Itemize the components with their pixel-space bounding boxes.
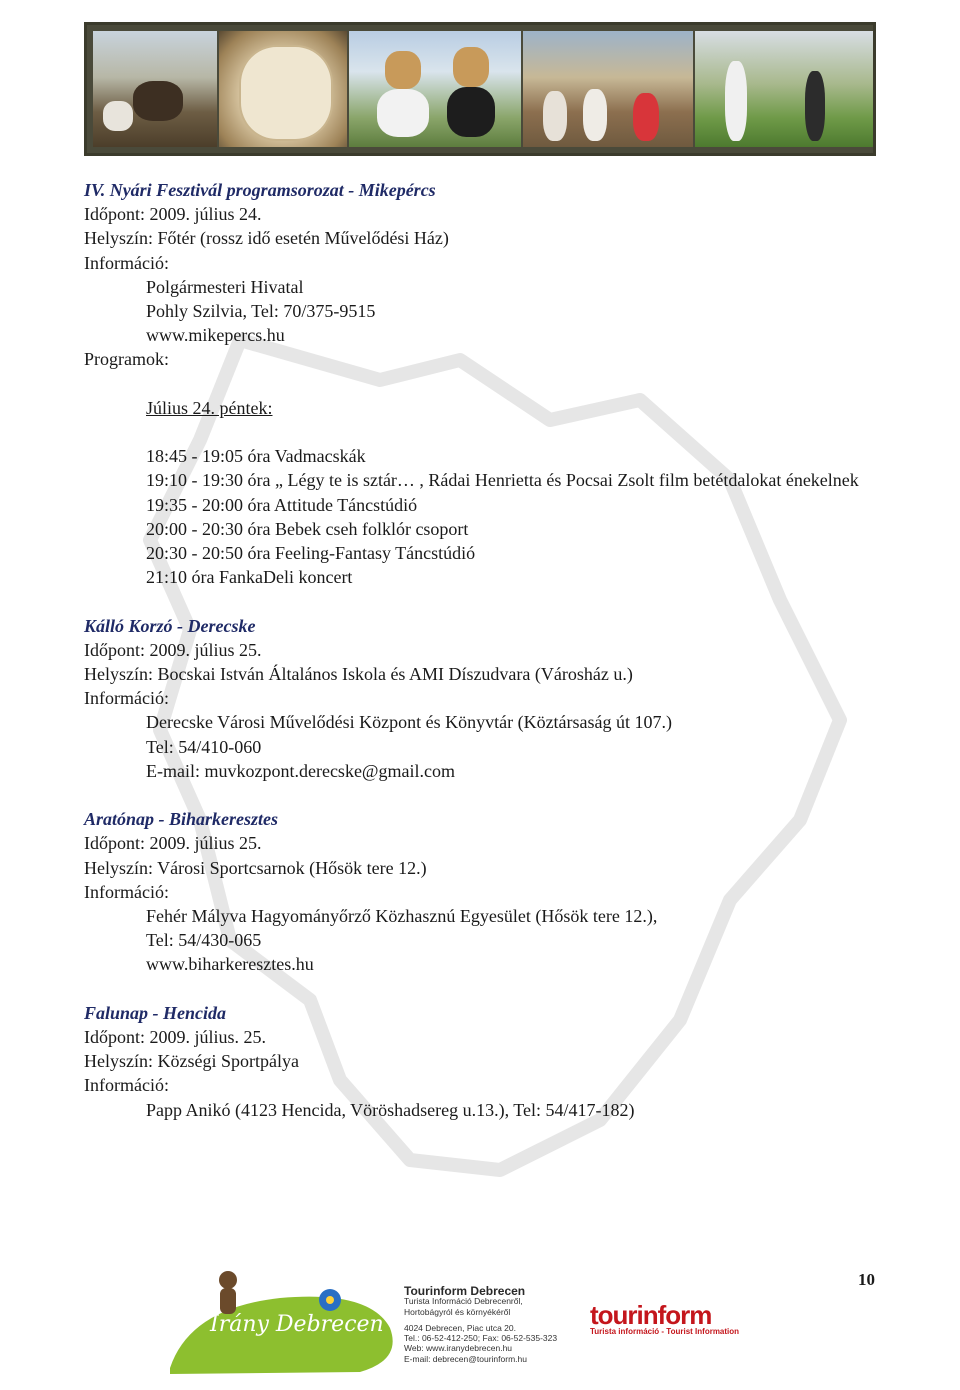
program-item: 20:00 - 20:30 óra Bebek cseh folklór csoport (146, 518, 469, 539)
event-listing (84, 178, 884, 1122)
programs-label: Programok: (84, 349, 169, 370)
event-time: Időpont: 2009. július 24. (84, 204, 262, 225)
program-item: 20:30 - 20:50 óra Feeling-Fantasy Táncstúdió (146, 543, 476, 564)
event-title: Aratónap - Biharkeresztes (84, 809, 279, 830)
photo-archers (695, 31, 873, 147)
irany-debrecen-logo: Irány Debrecen (210, 1312, 384, 1337)
info-line: Polgármesteri Hivatal (146, 276, 304, 297)
program-item: 18:45 - 19:05 óra Vadmacskák (146, 446, 366, 467)
tourinform-line: Web: www.iranydebrecen.hu (404, 1343, 513, 1354)
info-line: Derecske Városi Művelődési Központ és Könyvtár (Köztársaság út 107.) (146, 712, 673, 733)
tourinform-line: E-mail: debrecen@tourinform.hu (404, 1353, 527, 1364)
tourinform-line: 4024 Debrecen, Piac utca 20. (404, 1322, 516, 1333)
program-item: 21:10 óra FankaDeli koncert (146, 567, 353, 588)
tourinform-line: Hortobágyról és környékéről (404, 1306, 511, 1317)
tourinform-line: Turista Információ Debrecenről, (404, 1296, 523, 1307)
photo-village-people (523, 31, 693, 147)
info-line: E-mail: muvkozpont.derecske@gmail.com (146, 760, 455, 781)
info-line: Papp Anikó (4123 Hencida, Vöröshadsereg u.13.), Tel: 54/417-182) (146, 1099, 635, 1120)
info-line: www.biharkeresztes.hu (146, 954, 314, 975)
tourinform-logo-word: tourinform (590, 1300, 712, 1330)
info-line: Pohly Szilvia, Tel: 70/375-9515 (146, 301, 376, 322)
event-place: Helyszín: Városi Sportcsarnok (Hősök tere 12.) (84, 857, 427, 878)
info-line: Fehér Mályva Hagyományőrző Közhasznú Egyesület (Hősök tere 12.), (146, 906, 658, 927)
event-title: IV. Nyári Fesztivál programsorozat - Mikepércs (84, 180, 436, 200)
photo-banner (84, 22, 876, 156)
tourinform-logo-sub: Turista információ - Tourist Information (590, 1327, 740, 1336)
program-item: 19:10 - 19:30 óra „ Légy te is sztár… , Rádai Henrietta és Pocsai Zsolt film betétdalokat énekelnek (146, 470, 859, 491)
program-item: 19:35 - 20:00 óra Attitude Táncstúdió (146, 494, 418, 515)
event-place: Helyszín: Községi Sportpálya (84, 1051, 299, 1072)
figure-icon (219, 1271, 237, 1289)
photo-straw-figures (349, 31, 521, 147)
event-time: Időpont: 2009. július. 25. (84, 1027, 267, 1048)
event-place: Helyszín: Bocskai István Általános Iskola és AMI Díszudvara (Városház u.) (84, 664, 633, 685)
photo-carved-bread (219, 31, 347, 147)
event-title: Falunap - Hencida (84, 1002, 227, 1023)
info-label: Információ: (84, 1075, 169, 1096)
info-label: Információ: (84, 881, 169, 902)
event-time: Időpont: 2009. július 25. (84, 833, 262, 854)
photo-horses (93, 31, 217, 147)
info-line: Tel: 54/430-065 (146, 930, 262, 951)
tourinform-address (404, 1286, 557, 1364)
event-title: Kálló Korzó - Derecske (84, 615, 256, 636)
info-line: Tel: 54/410-060 (146, 736, 262, 757)
tourinform-logo (590, 1300, 739, 1336)
page-number: 10 (858, 1270, 875, 1289)
info-label: Információ: (84, 688, 169, 709)
tourinform-line: Tel.: 06-52-412-250; Fax: 06-52-535-323 (404, 1333, 558, 1344)
event-place: Helyszín: Főtér (rossz idő esetén Művelődési Ház) (84, 228, 449, 249)
info-line: www.mikepercs.hu (146, 325, 285, 346)
event-time: Időpont: 2009. július 25. (84, 639, 262, 660)
tourinform-title: Tourinform Debrecen (404, 1284, 526, 1298)
info-label: Információ: (84, 252, 169, 273)
day-label: Július 24. péntek: (146, 397, 273, 418)
